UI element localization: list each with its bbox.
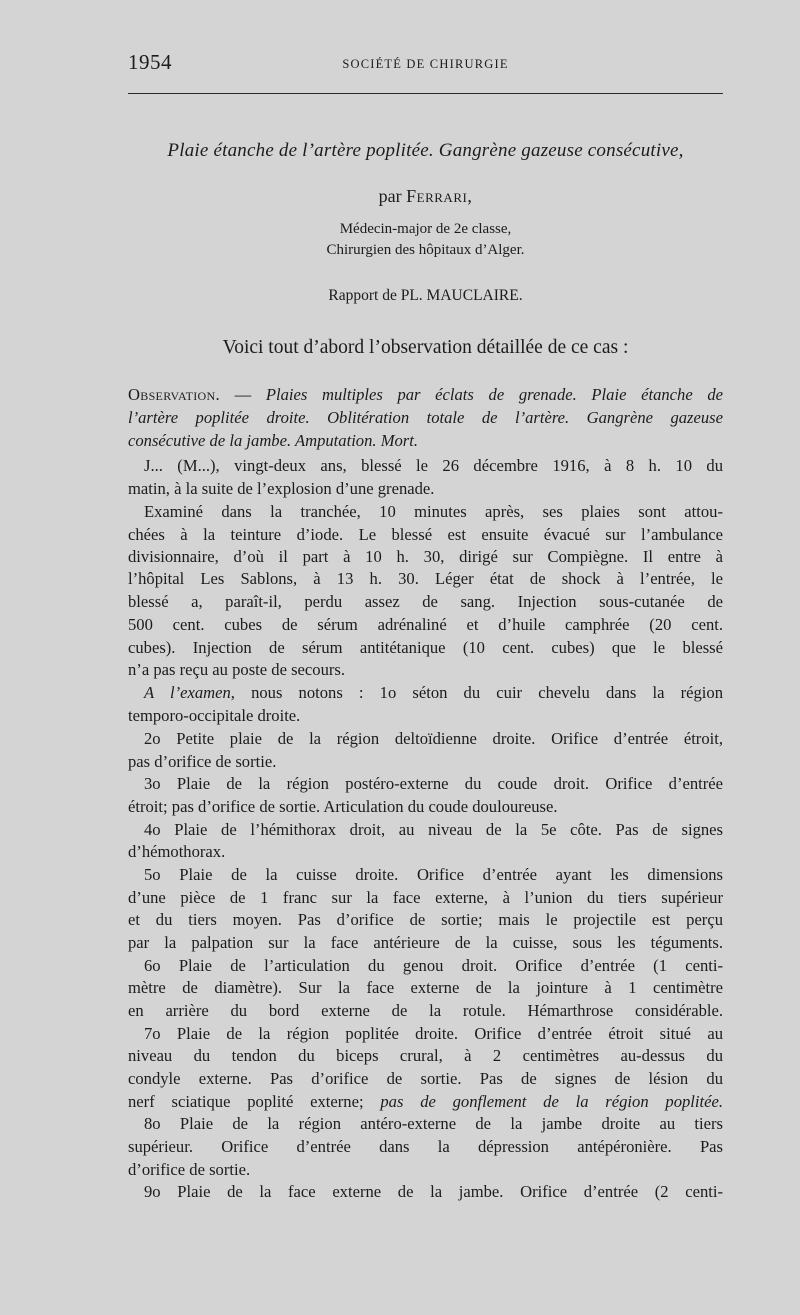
- body-line: n’a pas reçu au poste de secours.: [128, 660, 346, 679]
- sciatique-text: nerf sciatique poplité externe;: [128, 1092, 381, 1111]
- observation-dash: —: [219, 385, 266, 404]
- body-line: J... (M...), vingt-deux ans, blessé le 26 décembre 1916, à 8 h. 10 du: [144, 456, 723, 475]
- body-line: d’une pièce de 1 franc sur la face externe, à l’union du tiers supérieur: [128, 888, 723, 907]
- body-line: niveau du tendon du biceps crural, à 2 centimètres au-dessus du: [128, 1046, 723, 1065]
- body-line: 8o Plaie de la région antéro-externe de la jambe droite au tiers: [144, 1114, 723, 1133]
- body-line: Examiné dans la tranchée, 10 minutes après, ses plaies sont attou-: [144, 502, 723, 521]
- body-line: en arrière du bord externe de la rotule. Hémarthrose considérable.: [128, 1001, 723, 1020]
- body-line: temporo-occipitale droite.: [128, 706, 301, 725]
- page-number: 1954: [128, 50, 172, 74]
- intro-sentence: Voici tout d’abord l’observation détaillée de ce cas :: [222, 337, 629, 358]
- page-header: [128, 50, 723, 74]
- report-line: Rapport de PL. MAUCLAIRE.: [328, 287, 523, 304]
- author-affiliation-2: Chirurgien des hôpitaux d’Alger.: [326, 242, 525, 258]
- gonflement-phrase: pas de gonflement de la région poplitée.: [380, 1092, 723, 1111]
- body-line: 500 cent. cubes de sérum adrénaliné et d’huile camphrée (20 cent.: [128, 615, 723, 634]
- body-line: 2o Petite plaie de la région deltoïdienne droite. Orifice d’entrée étroit,: [144, 729, 723, 748]
- article-title: Plaie étanche de l’artère poplitée. Gangrène gazeuse consécutive,: [167, 140, 684, 161]
- body-line: 3o Plaie de la région postéro-externe du coude droit. Orifice d’entrée: [144, 774, 723, 793]
- observation-summary: Plaies multiples par éclats de grenade. Plaie étanche de: [265, 385, 724, 404]
- body-line: 9o Plaie de la face externe de la jambe. Orifice d’entrée (2 centi-: [144, 1182, 723, 1201]
- body-line: cubes). Injection de sérum antitétanique (10 cent. cubes) que le blessé: [128, 638, 723, 657]
- body-line: matin, à la suite de l’explosion d’une grenade.: [128, 479, 435, 498]
- author-prefix: par: [378, 186, 407, 206]
- body-line: [128, 682, 723, 704]
- body-line: l’artère poplitée droite. Oblitération totale de l’artère. Gangrène gazeuse: [128, 408, 723, 427]
- body-line: étroit; pas d’orifice de sortie. Articulation du coude douloureuse.: [128, 797, 558, 816]
- body-line: l’hôpital Les Sablons, à 13 h. 30. Léger état de shock à l’entrée, le: [128, 569, 723, 588]
- body-line: [128, 1091, 723, 1113]
- body-line: blessé a, paraît-il, perdu assez de sang. Injection sous-cutanée de: [128, 592, 723, 611]
- body-line: d’hémothorax.: [128, 842, 226, 861]
- author-affiliation-1: Médecin-major de 2e classe,: [339, 221, 512, 237]
- body-line: par la palpation sur la face antérieure de la cuisse, sous les téguments.: [128, 933, 723, 952]
- body-line: d’orifice de sortie.: [128, 1160, 251, 1179]
- body-line: 4o Plaie de l’hémithorax droit, au niveau de la 5e côte. Pas de signes: [144, 820, 723, 839]
- body-line: mètre de diamètre). Sur la face externe de la jointure à 1 centimètre: [128, 978, 723, 997]
- body-line: condyle externe. Pas d’orifice de sortie. Pas de signes de lésion du: [128, 1069, 723, 1088]
- body-line: consécutive de la jambe. Amputation. Mort.: [128, 431, 419, 450]
- body-line: 6o Plaie de l’articulation du genou droit. Orifice d’entrée (1 centi-: [144, 956, 723, 975]
- body-line: et du tiers moyen. Pas d’orifice de sortie; mais le projectile est perçu: [128, 910, 723, 929]
- body-line: supérieur. Orifice d’entrée dans la dépression antépéronière. Pas: [128, 1137, 723, 1156]
- author-name: Ferrari,: [406, 186, 473, 206]
- body-line: divisionnaire, d’où il part à 10 h. 30, dirigé sur Compiègne. Il entre à: [128, 547, 723, 566]
- body-line: 7o Plaie de la région poplitée droite. Orifice d’entrée étroit situé au: [144, 1024, 723, 1043]
- body-line: pas d’orifice de sortie.: [128, 752, 277, 771]
- running-title: SOCIÉTÉ DE CHIRURGIE: [342, 57, 509, 71]
- examen-rest: , nous notons : 1o séton du cuir chevelu dans la région: [230, 683, 723, 702]
- header-rule: [128, 93, 723, 94]
- body-line: [128, 384, 723, 406]
- body-line: 5o Plaie de la cuisse droite. Orifice d’entrée ayant les dimensions: [144, 865, 723, 884]
- examen-phrase: A l’examen: [144, 683, 231, 702]
- observation-label: Observation.: [128, 385, 220, 404]
- author-line: [128, 186, 723, 207]
- body-line: chées à la teinture d’iode. Le blessé est ensuite évacué sur l’ambulance: [128, 525, 723, 544]
